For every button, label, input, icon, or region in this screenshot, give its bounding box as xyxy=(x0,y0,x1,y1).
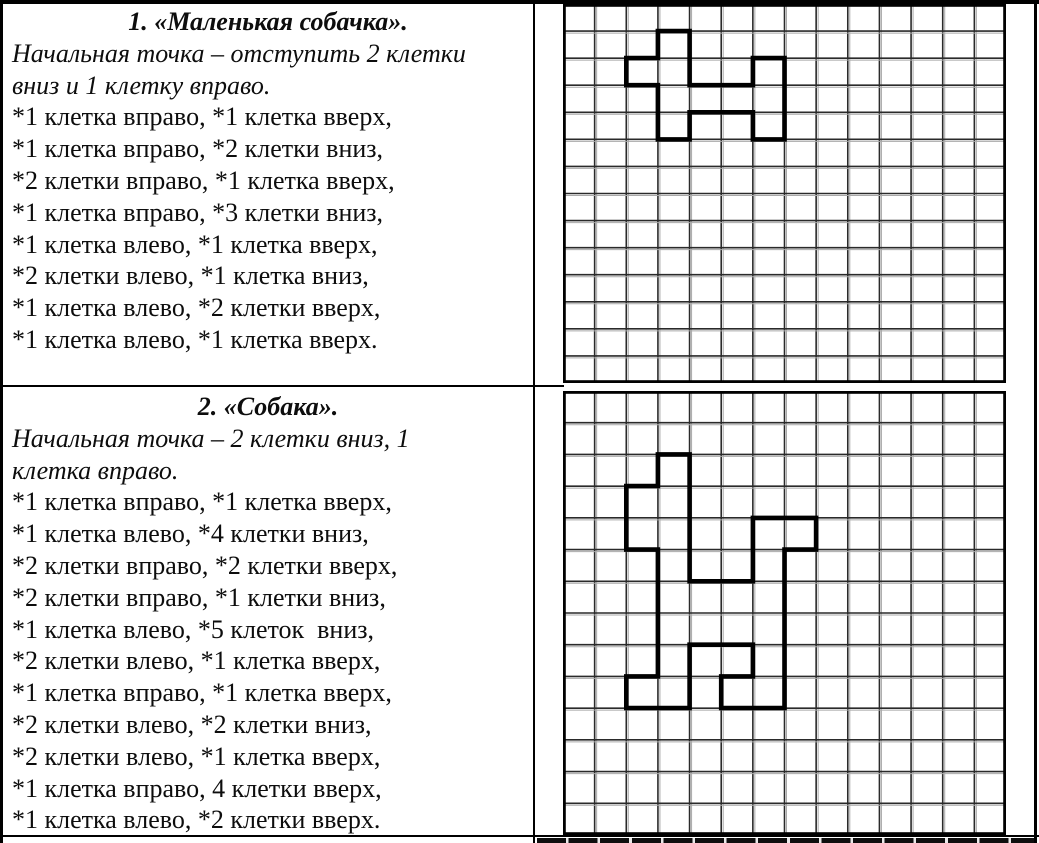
grid-1-small-dog xyxy=(563,4,1006,383)
task-2-start-line-2: клетка вправо. xyxy=(12,455,179,485)
task-2-step: *2 клетки вправо, *1 клетки вниз, xyxy=(12,582,386,612)
task-1-start-line-2: вниз и 1 клетку вправо. xyxy=(12,70,271,100)
task-1-step: *1 клетка влево, *1 клетка вверх. xyxy=(12,324,378,354)
task-1-step: *1 клетка влево, *2 клетки вверх, xyxy=(12,293,381,323)
task-2-step: *1 клетка вправо, *1 клетка вверх, xyxy=(12,678,392,708)
task-2-step: *2 клетки влево, *1 клетка вверх, xyxy=(12,741,381,771)
task-2-step: *1 клетка вправо, *1 клетка вверх, xyxy=(12,487,392,517)
task-1-step: *1 клетка вправо, *2 клетки вниз, xyxy=(12,134,384,164)
task-1-text xyxy=(6,6,530,356)
task-2-step: *2 клетки влево, *2 клетки вниз, xyxy=(12,709,372,739)
task-1-step: *1 клетка влево, *1 клетка вверх, xyxy=(12,229,378,259)
next-grid-cutoff-strip xyxy=(537,838,1034,843)
task-1-step: *1 клетка вправо, *3 клетки вниз, xyxy=(12,197,384,227)
task-2-step: *1 клетка вправо, 4 клетки вверх, xyxy=(12,773,382,803)
task-1-title: 1. «Маленькая собачка». xyxy=(128,7,408,36)
task-2-start-line-1: Начальная точка – 2 клетки вниз, 1 xyxy=(12,423,410,453)
task-2-step: *1 клетка влево, *5 клеток вниз, xyxy=(12,614,375,644)
task-2-step: *2 клетки влево, *1 клетка вверх, xyxy=(12,646,381,676)
task-2-title: 2. «Собака». xyxy=(197,392,339,421)
task-2-text xyxy=(6,391,530,836)
table-border-bottom xyxy=(0,835,1039,837)
table-border-right xyxy=(1034,0,1037,843)
task-2-step: *2 клетки вправо, *2 клетки вверх, xyxy=(12,550,398,580)
table-border-top xyxy=(0,0,1039,4)
table-divider-horizontal xyxy=(0,385,564,387)
task-1-step: *2 клетки вправо, *1 клетка вверх, xyxy=(12,165,395,195)
task-2-step: *1 клетка влево, *2 клетки вверх. xyxy=(12,805,381,835)
table-border-left xyxy=(0,0,3,843)
task-1-step: *2 клетки влево, *1 клетка вниз, xyxy=(12,261,369,291)
task-1-start-line-1: Начальная точка – отступить 2 клетки xyxy=(12,38,466,68)
task-1-step: *1 клетка вправо, *1 клетка вверх, xyxy=(12,102,392,132)
task-2-step: *1 клетка влево, *4 клетки вниз, xyxy=(12,519,369,549)
table-divider-vertical xyxy=(533,0,535,843)
grid-2-dog xyxy=(563,391,1006,835)
